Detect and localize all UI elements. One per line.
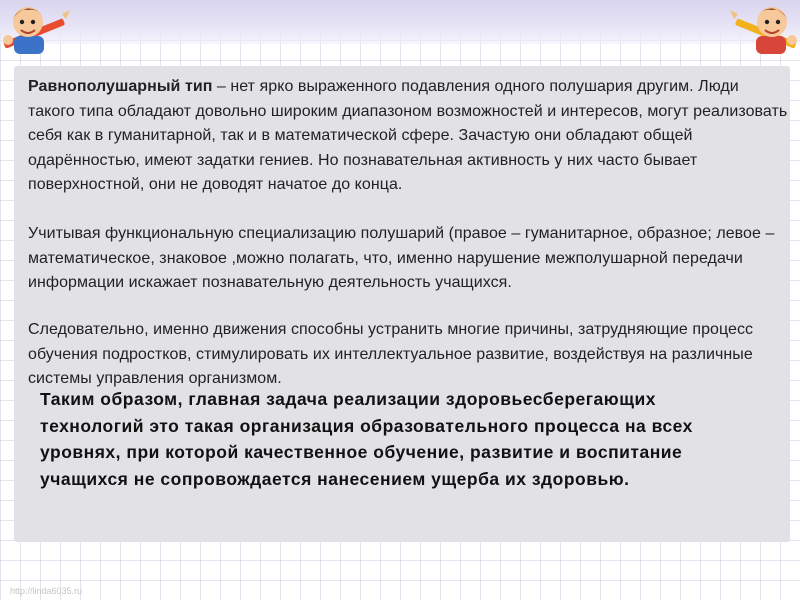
top-band xyxy=(0,0,800,44)
paragraph-movement: Следовательно, именно движения способны устранить многие причины, затрудняющие процесс обучения подростков, стимулировать их интеллектуальное развитие, воздействуя на различные системы управления организмом. xyxy=(28,321,754,387)
boy-with-pencil-icon-left xyxy=(0,0,70,54)
footer-watermark: http://linda6035.ru xyxy=(10,586,83,596)
paragraph-hemisphere-type xyxy=(28,75,788,198)
term-heading: Равнополушарный тип xyxy=(28,78,213,95)
paragraph-text: – нет ярко выраженного подавления одного полушария другим. Люди такого типа обладают довольно широким диапазоном возможностей и интересов, могут реализовать себя как в гуманитарной, так и в математической сфере. Зачастую они обладают общей одарённостью, имеют задатки гениев. Но познавательная активность у них часто бывает поверхностной, они не доводят начатое до конца. xyxy=(28,78,788,193)
conclusion-text: Таким образом, главная задача реализации здоровьесберегающих технологий это такая организация образовательного процесса на всех уровнях, при которой качественное обучение, развитие и воспитание учащихся не сопровождается нанесением ущерба их здоровью. xyxy=(40,389,693,489)
boy-with-pencil-icon-right xyxy=(730,0,800,54)
paragraph-specialization: Учитывая функциональную специализацию полушарий (правое – гуманитарное, образное; левое – математическое, знаковое ,можно полагать, что, именно нарушение межполушарной передачи информации искажает познавательную деятельность учащихся. xyxy=(28,225,775,291)
